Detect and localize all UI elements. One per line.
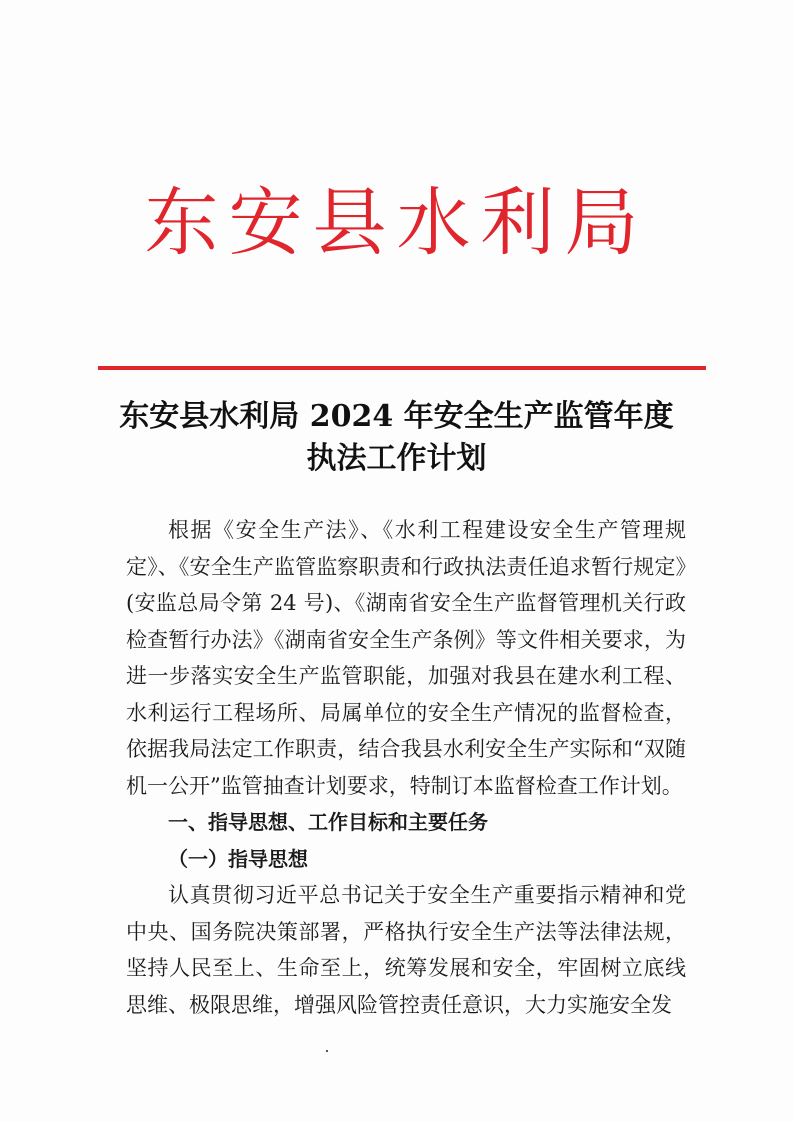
section-1-heading: 一、指导思想、工作目标和主要任务: [168, 810, 488, 834]
masthead-red-rule: [98, 366, 706, 370]
document-title-line-1: 东安县水利局 2024 年安全生产监管年度: [119, 399, 674, 434]
masthead-org-name: 东安县水利局: [144, 180, 649, 266]
scan-speck: [326, 1050, 328, 1052]
document-title-line-2: 执法工作计划: [306, 441, 487, 476]
section-1-sub-1-paragraph: 认真贯彻习近平总书记关于安全生产重要指示精神和党中央、国务院决策部署，严格执行安全生产法等法律法规，坚持人民至上、生命至上，统筹发展和安全，牢固树立底线思维、极限思维，增强风险管控责任意识，大力实施安全发: [126, 883, 686, 1017]
intro-paragraph: 根据《安全生产法》、《水利工程建设安全生产管理规定》、《安全生产监管监察职责和行政执法责任追求暂行规定》(安监总局令第 24 号)、《湖南省安全生产监督管理机关行政检查暂行办法》《湖南省安全生产条例》等文件相关要求，为进一步落实安全生产监管职能，加强对我县在建水利工程、水利运行工程场所、局属单位的安全生产情况的监督检查，依据我局法定工作职责，结合我县水利安全生产实际和“双随机一公开”监管抽查计划要求，特制订本监督检查工作计划。: [126, 518, 686, 798]
document-title: [0, 396, 793, 480]
section-1-sub-1-heading: （一）指导思想: [168, 846, 308, 871]
document-body: [126, 512, 686, 1023]
